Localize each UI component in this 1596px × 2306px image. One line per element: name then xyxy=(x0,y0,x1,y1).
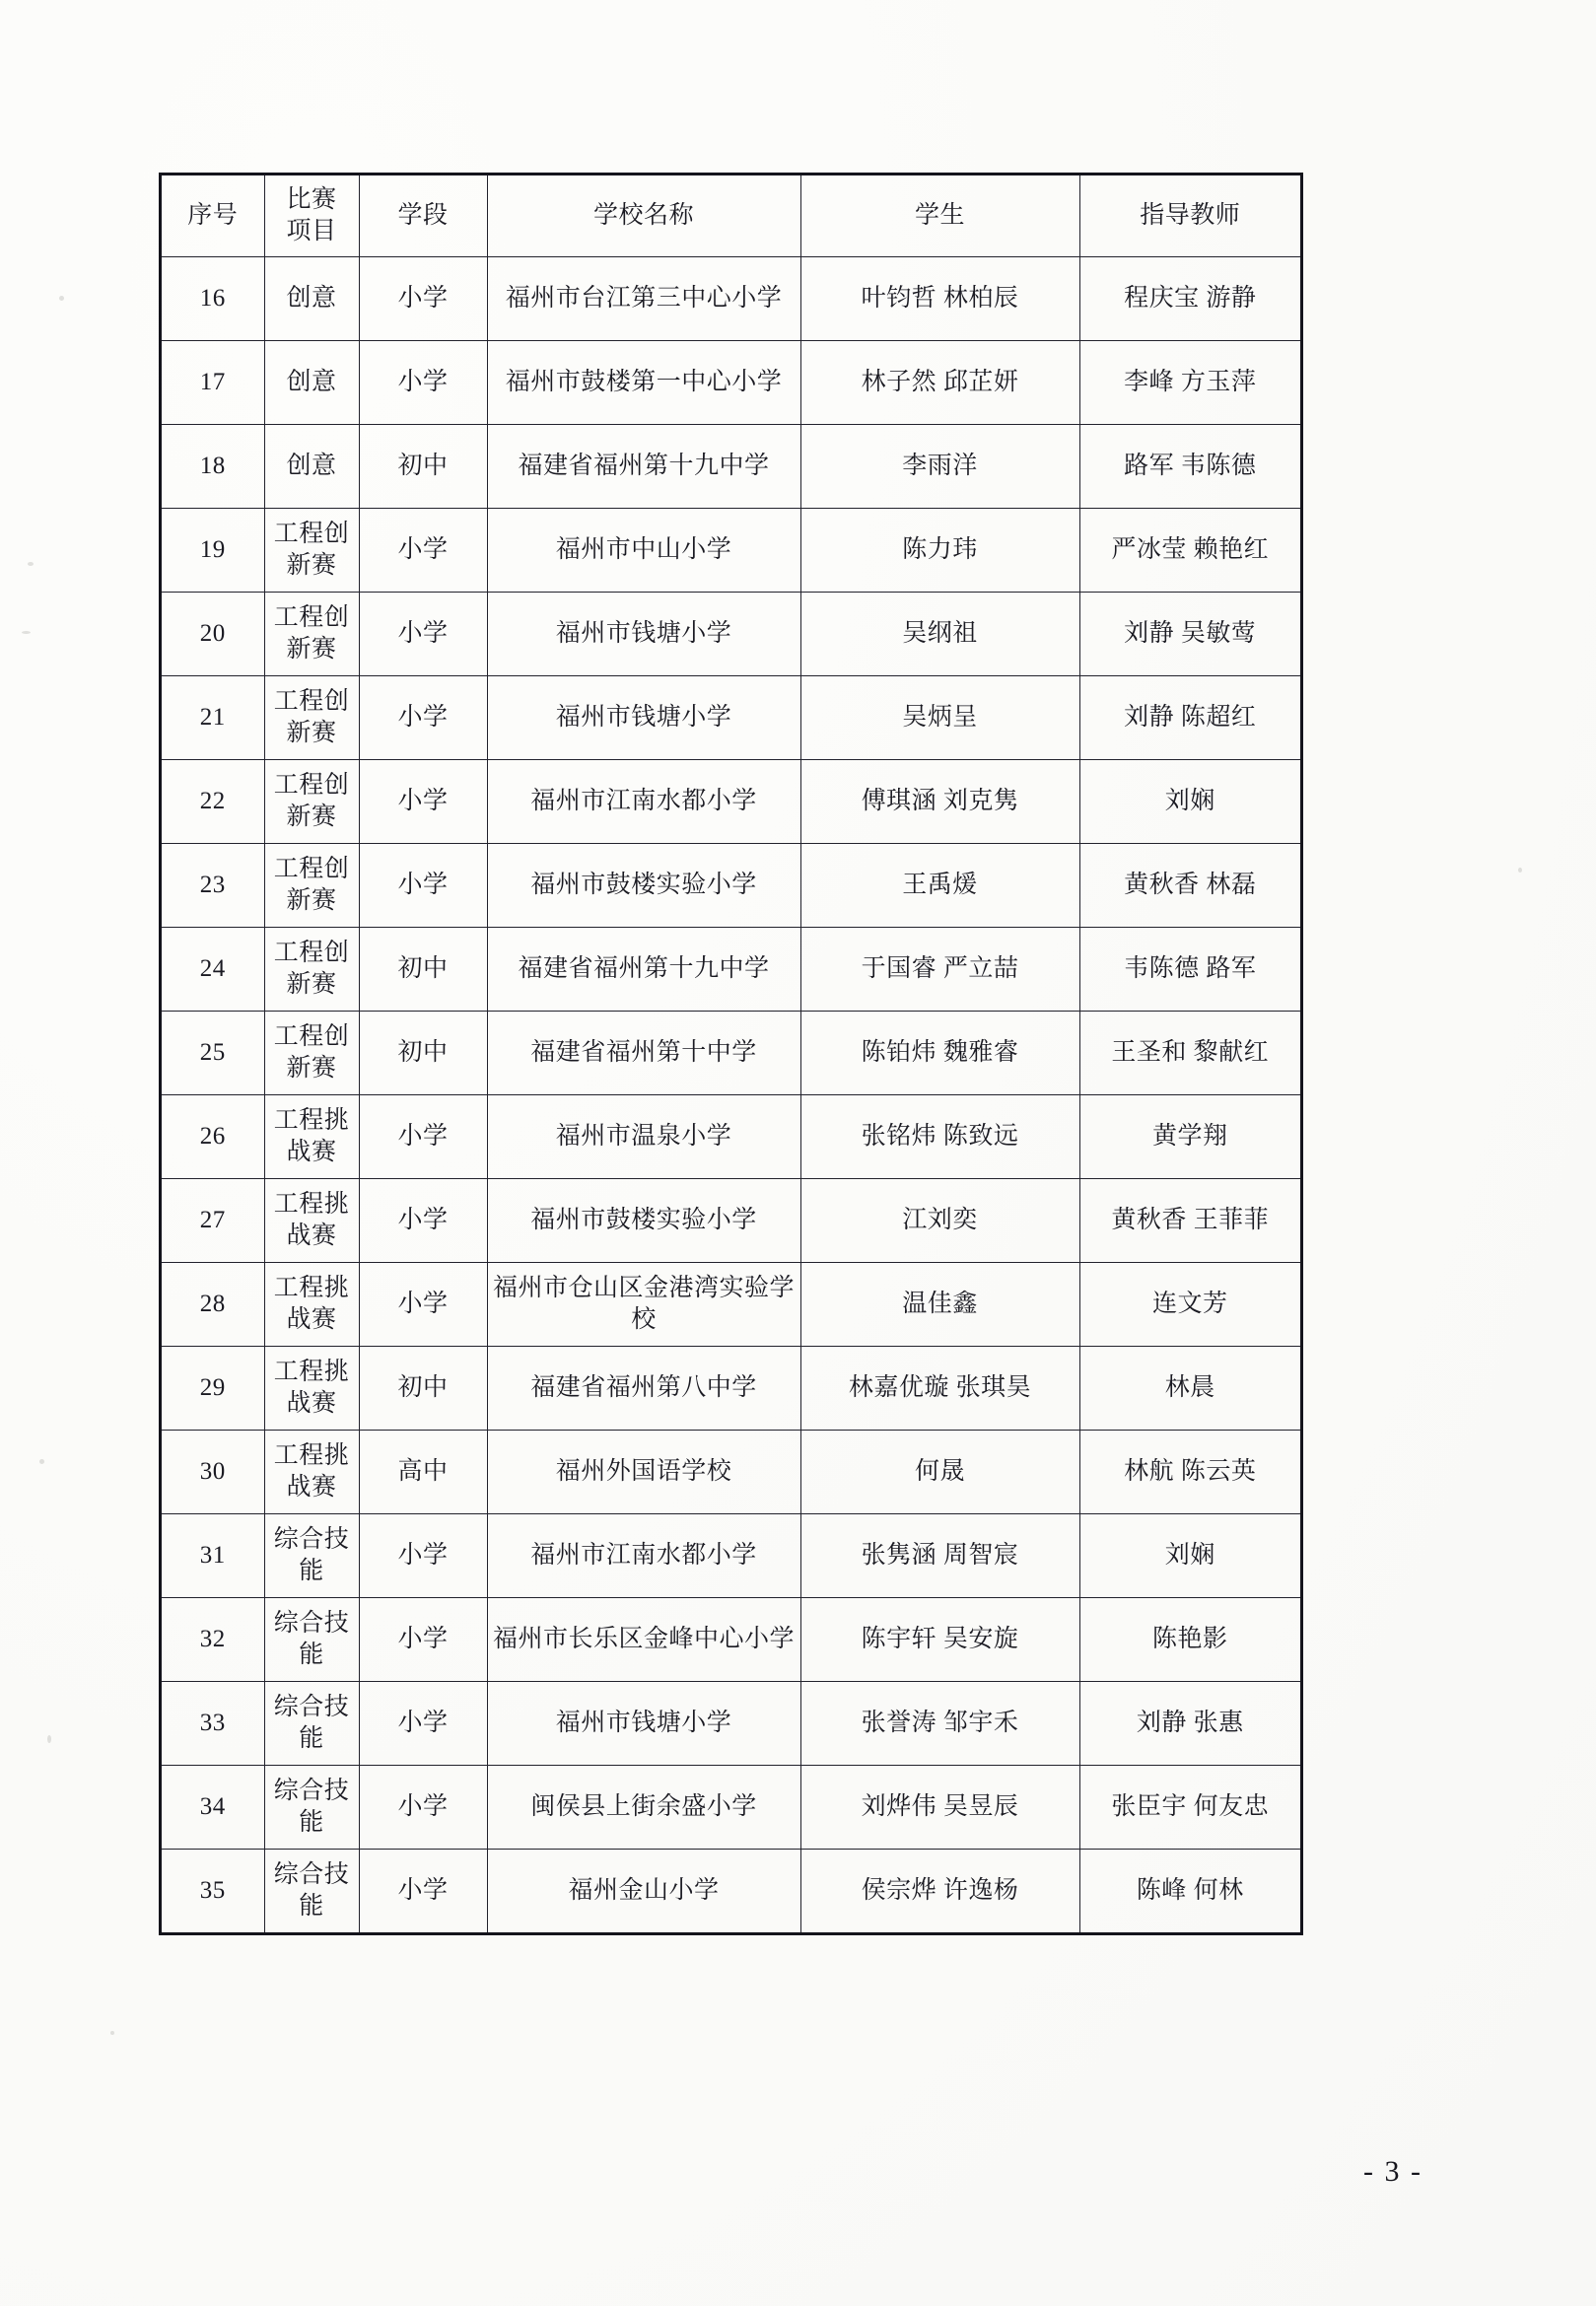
award-list-table-container xyxy=(160,174,1300,1934)
cell-teacher-names: 程庆宝 游静 xyxy=(1079,257,1301,341)
cell-teacher-names: 连文芳 xyxy=(1079,1263,1301,1347)
cell-sequence-number: 29 xyxy=(161,1347,264,1431)
cell-teacher-names: 韦陈德 路军 xyxy=(1079,928,1301,1012)
cell-school-name: 福州市鼓楼实验小学 xyxy=(487,844,800,928)
cell-school-name: 福州市鼓楼第一中心小学 xyxy=(487,341,800,425)
cell-event-name: 工程创新赛 xyxy=(264,844,359,928)
cell-school-stage: 小学 xyxy=(359,1850,487,1934)
cell-teacher-names: 刘娴 xyxy=(1079,760,1301,844)
cell-teacher-names: 林晨 xyxy=(1079,1347,1301,1431)
cell-student-names: 林嘉优璇 张琪昊 xyxy=(800,1347,1079,1431)
cell-school-name: 福州市钱塘小学 xyxy=(487,676,800,760)
table-row xyxy=(161,1514,1301,1598)
table-row xyxy=(161,1347,1301,1431)
cell-student-names: 温佳鑫 xyxy=(800,1263,1079,1347)
cell-school-stage: 初中 xyxy=(359,425,487,509)
table-row xyxy=(161,1431,1301,1514)
cell-event-name: 工程创新赛 xyxy=(264,928,359,1012)
cell-school-stage: 小学 xyxy=(359,1095,487,1179)
cell-sequence-number: 25 xyxy=(161,1012,264,1095)
cell-school-stage: 小学 xyxy=(359,1514,487,1598)
cell-event-name: 工程创新赛 xyxy=(264,760,359,844)
cell-sequence-number: 35 xyxy=(161,1850,264,1934)
table-row xyxy=(161,425,1301,509)
cell-event-name: 综合技能 xyxy=(264,1598,359,1682)
cell-teacher-names: 路军 韦陈德 xyxy=(1079,425,1301,509)
table-row xyxy=(161,1012,1301,1095)
cell-school-stage: 小学 xyxy=(359,509,487,593)
cell-event-name: 工程挑战赛 xyxy=(264,1179,359,1263)
page-number: - 3 - xyxy=(1363,2155,1423,2188)
cell-teacher-names: 张臣宇 何友忠 xyxy=(1079,1766,1301,1850)
cell-sequence-number: 16 xyxy=(161,257,264,341)
cell-sequence-number: 33 xyxy=(161,1682,264,1766)
award-list-table xyxy=(160,174,1302,1934)
cell-student-names: 张誉涛 邹宇禾 xyxy=(800,1682,1079,1766)
cell-school-name: 福建省福州第十九中学 xyxy=(487,928,800,1012)
table-row xyxy=(161,676,1301,760)
table-row xyxy=(161,1598,1301,1682)
cell-school-name: 福州外国语学校 xyxy=(487,1431,800,1514)
table-row xyxy=(161,1095,1301,1179)
cell-student-names: 侯宗烨 许逸杨 xyxy=(800,1850,1079,1934)
cell-student-names: 刘烨伟 吴昱辰 xyxy=(800,1766,1079,1850)
cell-student-names: 李雨洋 xyxy=(800,425,1079,509)
cell-teacher-names: 黄秋香 王菲菲 xyxy=(1079,1179,1301,1263)
cell-school-name: 福建省福州第十九中学 xyxy=(487,425,800,509)
cell-event-name: 综合技能 xyxy=(264,1850,359,1934)
table-row xyxy=(161,341,1301,425)
cell-sequence-number: 17 xyxy=(161,341,264,425)
cell-teacher-names: 刘静 吴敏莺 xyxy=(1079,593,1301,676)
cell-event-name: 工程挑战赛 xyxy=(264,1347,359,1431)
cell-school-name: 福州市鼓楼实验小学 xyxy=(487,1179,800,1263)
table-row xyxy=(161,1766,1301,1850)
cell-sequence-number: 31 xyxy=(161,1514,264,1598)
cell-sequence-number: 32 xyxy=(161,1598,264,1682)
cell-school-stage: 初中 xyxy=(359,928,487,1012)
cell-school-stage: 初中 xyxy=(359,1347,487,1431)
cell-event-name: 综合技能 xyxy=(264,1682,359,1766)
cell-school-stage: 小学 xyxy=(359,676,487,760)
cell-sequence-number: 20 xyxy=(161,593,264,676)
cell-teacher-names: 王圣和 黎献红 xyxy=(1079,1012,1301,1095)
column-header-event-line2: 项目 xyxy=(286,218,337,245)
cell-sequence-number: 28 xyxy=(161,1263,264,1347)
cell-teacher-names: 陈艳影 xyxy=(1079,1598,1301,1682)
cell-sequence-number: 26 xyxy=(161,1095,264,1179)
cell-event-name: 工程挑战赛 xyxy=(264,1095,359,1179)
cell-event-name: 创意 xyxy=(264,341,359,425)
cell-student-names: 陈力玮 xyxy=(800,509,1079,593)
column-header-school: 学校名称 xyxy=(487,175,800,257)
cell-school-stage: 小学 xyxy=(359,341,487,425)
cell-school-name: 福州金山小学 xyxy=(487,1850,800,1934)
cell-school-name: 福州市中山小学 xyxy=(487,509,800,593)
cell-event-name: 工程挑战赛 xyxy=(264,1431,359,1514)
table-row xyxy=(161,257,1301,341)
column-header-student: 学生 xyxy=(800,175,1079,257)
cell-teacher-names: 林航 陈云英 xyxy=(1079,1431,1301,1514)
cell-student-names: 江刘奕 xyxy=(800,1179,1079,1263)
cell-teacher-names: 黄秋香 林磊 xyxy=(1079,844,1301,928)
table-row xyxy=(161,928,1301,1012)
cell-student-names: 陈宇轩 吴安旋 xyxy=(800,1598,1079,1682)
cell-student-names: 林子然 邱芷妍 xyxy=(800,341,1079,425)
cell-school-stage: 小学 xyxy=(359,760,487,844)
cell-student-names: 何晟 xyxy=(800,1431,1079,1514)
table-row xyxy=(161,1850,1301,1934)
cell-sequence-number: 21 xyxy=(161,676,264,760)
cell-teacher-names: 刘静 张惠 xyxy=(1079,1682,1301,1766)
table-body xyxy=(161,257,1301,1934)
cell-school-stage: 小学 xyxy=(359,1179,487,1263)
cell-teacher-names: 严冰莹 赖艳红 xyxy=(1079,509,1301,593)
cell-event-name: 工程创新赛 xyxy=(264,1012,359,1095)
cell-teacher-names: 刘娴 xyxy=(1079,1514,1301,1598)
table-row xyxy=(161,593,1301,676)
table-row xyxy=(161,1263,1301,1347)
column-header-teacher: 指导教师 xyxy=(1079,175,1301,257)
cell-sequence-number: 23 xyxy=(161,844,264,928)
cell-student-names: 张隽涵 周智宸 xyxy=(800,1514,1079,1598)
cell-student-names: 傅琪涵 刘克隽 xyxy=(800,760,1079,844)
cell-teacher-names: 刘静 陈超红 xyxy=(1079,676,1301,760)
cell-student-names: 陈铂炜 魏雅睿 xyxy=(800,1012,1079,1095)
cell-student-names: 张铭炜 陈致远 xyxy=(800,1095,1079,1179)
cell-sequence-number: 27 xyxy=(161,1179,264,1263)
cell-sequence-number: 22 xyxy=(161,760,264,844)
table-row xyxy=(161,760,1301,844)
cell-school-stage: 小学 xyxy=(359,1598,487,1682)
cell-school-name: 福州市温泉小学 xyxy=(487,1095,800,1179)
cell-school-name: 福建省福州第十中学 xyxy=(487,1012,800,1095)
cell-school-stage: 小学 xyxy=(359,1766,487,1850)
cell-student-names: 吴纲祖 xyxy=(800,593,1079,676)
cell-school-stage: 小学 xyxy=(359,1682,487,1766)
column-header-stage: 学段 xyxy=(359,175,487,257)
table-row xyxy=(161,1179,1301,1263)
column-header-event xyxy=(264,175,359,257)
cell-school-name: 闽侯县上街余盛小学 xyxy=(487,1766,800,1850)
table-row xyxy=(161,509,1301,593)
cell-teacher-names: 陈峰 何林 xyxy=(1079,1850,1301,1934)
cell-event-name: 创意 xyxy=(264,425,359,509)
cell-event-name: 工程创新赛 xyxy=(264,593,359,676)
cell-sequence-number: 19 xyxy=(161,509,264,593)
cell-event-name: 工程创新赛 xyxy=(264,676,359,760)
cell-school-stage: 小学 xyxy=(359,257,487,341)
table-row xyxy=(161,1682,1301,1766)
cell-student-names: 王禹煖 xyxy=(800,844,1079,928)
cell-school-stage: 小学 xyxy=(359,593,487,676)
cell-event-name: 综合技能 xyxy=(264,1766,359,1850)
cell-school-name: 福州市钱塘小学 xyxy=(487,593,800,676)
cell-school-stage: 初中 xyxy=(359,1012,487,1095)
cell-sequence-number: 18 xyxy=(161,425,264,509)
cell-sequence-number: 24 xyxy=(161,928,264,1012)
cell-teacher-names: 李峰 方玉萍 xyxy=(1079,341,1301,425)
cell-school-name: 福州市江南水都小学 xyxy=(487,1514,800,1598)
table-header-row xyxy=(161,175,1301,257)
cell-sequence-number: 30 xyxy=(161,1431,264,1514)
cell-student-names: 吴炳呈 xyxy=(800,676,1079,760)
column-header-event-line1: 比赛 xyxy=(286,185,337,213)
cell-event-name: 创意 xyxy=(264,257,359,341)
cell-school-name: 福建省福州第八中学 xyxy=(487,1347,800,1431)
table-row xyxy=(161,844,1301,928)
cell-school-name: 福州市钱塘小学 xyxy=(487,1682,800,1766)
column-header-seq: 序号 xyxy=(161,175,264,257)
cell-school-name: 福州市长乐区金峰中心小学 xyxy=(487,1598,800,1682)
cell-event-name: 工程创新赛 xyxy=(264,509,359,593)
cell-event-name: 综合技能 xyxy=(264,1514,359,1598)
cell-sequence-number: 34 xyxy=(161,1766,264,1850)
cell-school-name: 福州市仓山区金港湾实验学校 xyxy=(487,1263,800,1347)
cell-school-stage: 小学 xyxy=(359,844,487,928)
cell-school-stage: 小学 xyxy=(359,1263,487,1347)
cell-teacher-names: 黄学翔 xyxy=(1079,1095,1301,1179)
cell-school-name: 福州市台江第三中心小学 xyxy=(487,257,800,341)
cell-school-stage: 高中 xyxy=(359,1431,487,1514)
cell-school-name: 福州市江南水都小学 xyxy=(487,760,800,844)
cell-event-name: 工程挑战赛 xyxy=(264,1263,359,1347)
cell-student-names: 叶钧哲 林柏辰 xyxy=(800,257,1079,341)
cell-student-names: 于国睿 严立喆 xyxy=(800,928,1079,1012)
